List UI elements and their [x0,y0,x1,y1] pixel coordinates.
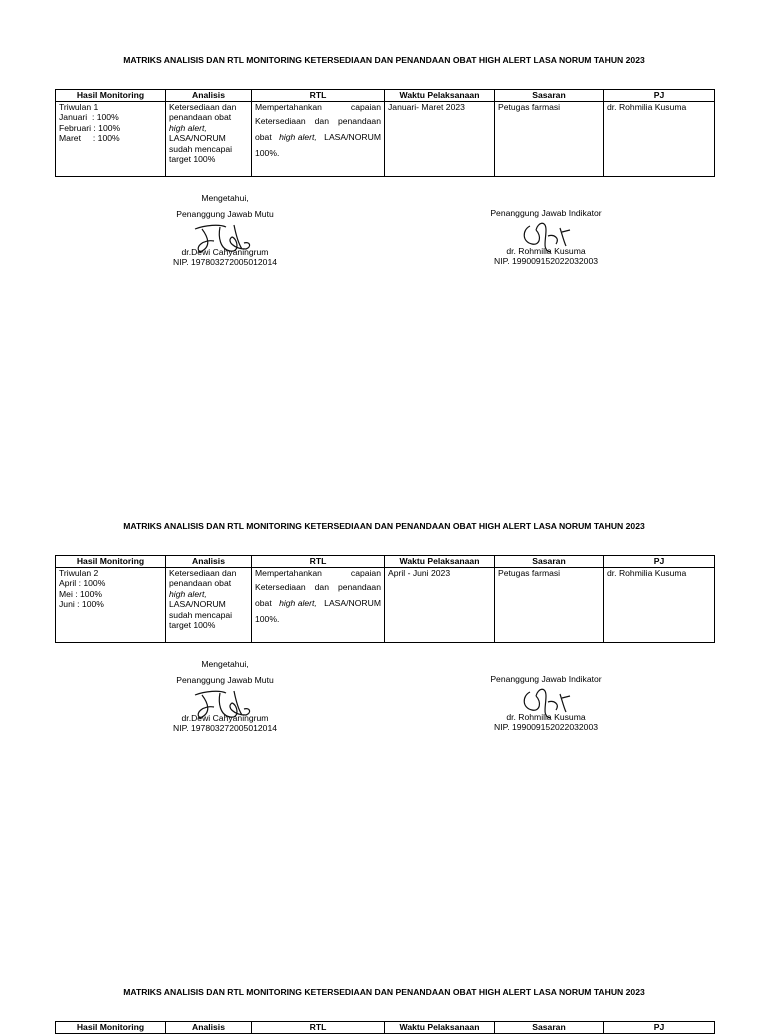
rtl-word: obat [255,131,272,142]
triwulan-label: Triwulan 2 [59,567,99,578]
header-pj: PJ [604,90,715,102]
section-3-title: MATRIKS ANALISIS DAN RTL MONITORING KETERSEDIAAN DAN PENANDAAN OBAT HIGH ALERT LASA NORUM TAHUN 2023 [123,987,645,997]
header-analisis: Analisis [166,1022,252,1034]
cell-pj: dr. Rohmilia Kusuma [604,567,715,642]
hasil-line: Maret : 100% [59,133,120,143]
cell-rtl [252,567,385,642]
section-1-title: MATRIKS ANALISIS DAN RTL MONITORING KETERSEDIAAN DAN PENANDAAN OBAT HIGH ALERT LASA NORUM TAHUN 2023 [123,55,645,65]
rtl-word: dan [314,581,329,592]
header-rtl: RTL [252,90,385,102]
cell-hasil-monitoring [56,567,166,642]
header-analisis: Analisis [166,556,252,568]
table-header-row [56,556,715,568]
hasil-line: Januari : 100% [59,112,119,122]
rtl-word: LASA/NORUM [324,131,381,142]
header-waktu: Waktu Pelaksanaan [385,1022,495,1034]
analisis-line: penandaan obat [169,578,232,588]
mengetahui-label: Mengetahui, [201,659,249,669]
rtl-word: Ketersediaan [255,581,306,592]
analisis-line: sudah mencapai [169,143,233,154]
analisis-line: Ketersediaan dan [169,101,237,112]
hasil-line: April : 100% [59,578,106,588]
signer-nip: NIP. 197803272005012014 [172,257,278,267]
header-sasaran: Sasaran [495,90,604,102]
cell-sasaran: Petugas farmasi [495,567,604,642]
signer-role: Penanggung Jawab Mutu [176,675,274,685]
header-waktu: Waktu Pelaksanaan [385,556,495,568]
rtl-word: penandaan [337,115,381,126]
signer-role: Penanggung Jawab Indikator [490,674,602,684]
hasil-line: Mei : 100% [59,588,102,599]
signer-nip: NIP. 197803272005012014 [172,723,278,733]
signer-name: dr.Dewi Cahyaningrum [181,713,269,723]
rtl-word: LASA/NORUM [324,597,381,608]
signer-role: Penanggung Jawab Mutu [176,209,274,219]
table-row [56,101,715,176]
header-sasaran: Sasaran [495,556,604,568]
table-header-row [56,90,715,102]
header-analisis: Analisis [166,90,252,102]
analisis-line: high alert, [169,122,207,133]
rtl-word: Mempertahankan [255,567,322,578]
analisis-line: high alert, [169,588,207,599]
analisis-line: penandaan obat [169,112,232,122]
cell-analisis [166,101,252,176]
signature-block-right [471,208,621,266]
rtl-word: penandaan [337,581,381,592]
signer-nip: NIP. 199009152022032003 [493,722,599,732]
hasil-line: Juni : 100% [59,599,104,609]
rtl-word: 100%. [255,613,280,624]
table-header-row [56,1022,715,1034]
cell-hasil-monitoring [56,101,166,176]
cell-pj: dr. Rohmilia Kusuma [604,101,715,176]
header-hasil-monitoring: Hasil Monitoring [56,1022,166,1034]
signer-name: dr. Rohmilia Kusuma [506,712,586,722]
rtl-word: Ketersediaan [255,115,306,126]
rtl-word: obat [255,597,272,608]
hasil-line: Februari : 100% [59,122,121,133]
rtl-word: dan [314,115,329,126]
cell-analisis [166,567,252,642]
rtl-word: 100%. [255,147,280,158]
section-2-title: MATRIKS ANALISIS DAN RTL MONITORING KETERSEDIAAN DAN PENANDAAN OBAT HIGH ALERT LASA NORUM TAHUN 2023 [123,521,645,531]
signature-block-left [150,659,300,733]
rtl-word: capaian [350,567,381,578]
signature-block-left [150,193,300,267]
header-pj: PJ [604,556,715,568]
cell-waktu: Januari- Maret 2023 [385,101,495,176]
section-3-table [55,1021,715,1034]
header-hasil-monitoring: Hasil Monitoring [56,90,166,102]
analisis-line: LASA/NORUM [169,599,226,609]
analisis-line: sudah mencapai [169,609,233,620]
header-pj: PJ [604,1022,715,1034]
rtl-word: high alert, [279,131,317,142]
header-hasil-monitoring: Hasil Monitoring [56,556,166,568]
signer-name: dr. Rohmilia Kusuma [506,246,586,256]
table-row [56,567,715,642]
analisis-line: Ketersediaan dan [169,567,237,578]
signer-name: dr.Dewi Cahyaningrum [181,247,269,257]
header-sasaran: Sasaran [495,1022,604,1034]
cell-waktu: April - Juni 2023 [385,567,495,642]
cell-sasaran: Petugas farmasi [495,101,604,176]
header-rtl: RTL [252,556,385,568]
analisis-line: target 100% [169,620,216,630]
section-1-table [55,89,715,177]
rtl-word: capaian [350,101,381,112]
triwulan-label: Triwulan 1 [59,101,99,112]
rtl-word: Mempertahankan [255,101,322,112]
mengetahui-label: Mengetahui, [201,193,249,203]
section-2-table [55,555,715,643]
header-rtl: RTL [252,1022,385,1034]
rtl-word: high alert, [279,597,317,608]
signature-block-right [471,674,621,732]
signer-nip: NIP. 199009152022032003 [493,256,599,266]
signer-role: Penanggung Jawab Indikator [490,208,602,218]
cell-rtl [252,101,385,176]
analisis-line: LASA/NORUM [169,133,226,143]
header-waktu: Waktu Pelaksanaan [385,90,495,102]
analisis-line: target 100% [169,154,216,164]
